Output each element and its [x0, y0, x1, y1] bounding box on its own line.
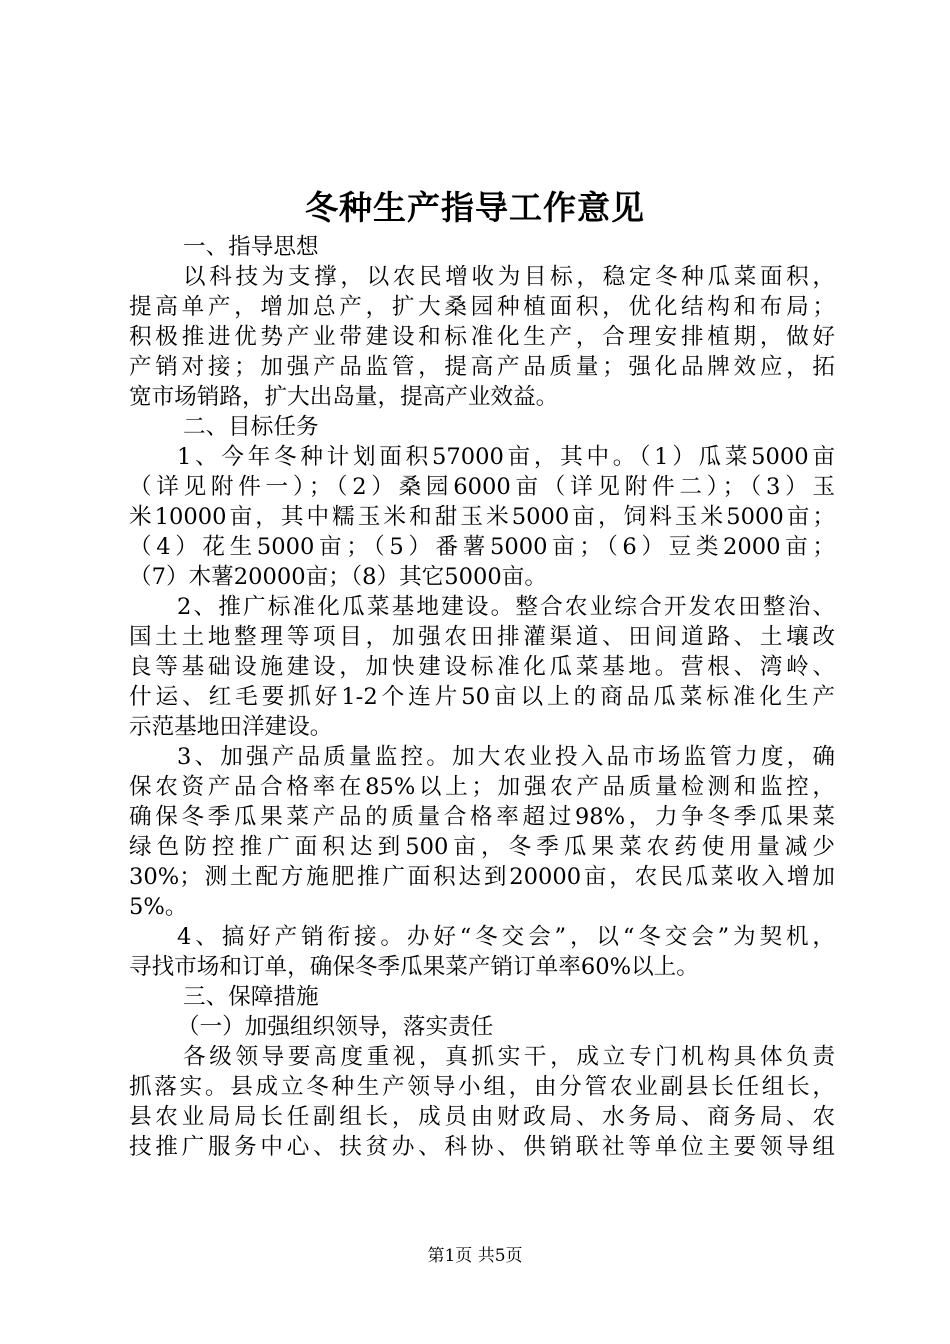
- document-body: [129, 232, 835, 1162]
- text-line: 宽市场销路，扩大出岛量，提高产业效益。: [129, 384, 559, 410]
- text-line: 产销对接；加强产品监管，提高产品质量；强化品牌效应，拓: [129, 354, 835, 380]
- text-line: 4、搞好产销衔接。办好“冬交会”，以“冬交会”为契机，: [177, 924, 835, 950]
- text-line: 提高单产，增加总产，扩大桑园种植面积，优化结构和布局；: [129, 294, 835, 320]
- text-line: 什运、红毛要抓好1-2个连片50亩以上的商品瓜菜标准化生产: [129, 684, 835, 710]
- text-line: 2、推广标准化瓜菜基地建设。整合农业综合开发农田整治、: [177, 594, 835, 620]
- text-line: 技推广服务中心、扶贫办、科协、供销联社等单位主要领导组: [129, 1134, 835, 1160]
- text-line: （7）木薯20000亩；（8）其它5000亩。: [129, 564, 547, 590]
- text-line: 绿色防控推广面积达到500亩，冬季瓜果菜农药使用量减少: [129, 834, 835, 860]
- text-line: 以科技为支撑，以农民增收为目标，稳定冬种瓜菜面积，: [183, 264, 835, 290]
- text-line: 二、目标任务: [183, 414, 319, 440]
- text-line: （4）花生5000亩；（5）番薯5000亩；（6）豆类2000亩；: [129, 534, 835, 560]
- text-line: 米10000亩，其中糯玉米和甜玉米5000亩，饲料玉米5000亩；: [129, 504, 835, 530]
- text-line: 一、指导思想: [183, 234, 319, 260]
- text-line: 保农资产品合格率在85%以上；加强农产品质量检测和监控，: [129, 774, 835, 800]
- text-line: 各级领导要高度重视，真抓实干，成立专门机构具体负责: [183, 1044, 835, 1070]
- text-line: 抓落实。县成立冬种生产领导小组，由分管农业副县长任组长，: [129, 1074, 835, 1100]
- text-line: （一）加强组织领导，落实责任: [177, 1014, 494, 1040]
- text-line: 县农业局局长任副组长，成员由财政局、水务局、商务局、农: [129, 1104, 835, 1130]
- text-line: 示范基地田洋建设。: [129, 714, 333, 740]
- document-title: 冬种生产指导工作意见: [305, 188, 645, 227]
- text-line: 国土土地整理等项目，加强农田排灌渠道、田间道路、土壤改: [129, 624, 835, 650]
- text-line: 良等基础设施建设，加快建设标准化瓜菜基地。营根、湾岭、: [129, 654, 835, 680]
- text-line: 1、今年冬种计划面积57000亩，其中。（1）瓜菜5000亩: [177, 444, 835, 470]
- text-line: 确保冬季瓜果菜产品的质量合格率超过98%，力争冬季瓜果菜: [129, 804, 835, 830]
- text-line: 三、保障措施: [183, 984, 319, 1010]
- text-line: 积极推进优势产业带建设和标准化生产，合理安排植期，做好: [129, 324, 835, 350]
- text-line: 3、加强产品质量监控。加大农业投入品市场监管力度，确: [177, 744, 835, 770]
- text-line: 5%。: [129, 894, 188, 920]
- text-line: 寻找市场和订单，确保冬季瓜果菜产销订单率60%以上。: [129, 954, 699, 980]
- page-footer: 第1页 共5页: [427, 1246, 523, 1266]
- text-line: （详见附件一）；（2）桑园6000亩（详见附件二）；（3）玉: [129, 474, 835, 500]
- text-line: 30%；测土配方施肥推广面积达到20000亩，农民瓜菜收入增加: [129, 864, 835, 890]
